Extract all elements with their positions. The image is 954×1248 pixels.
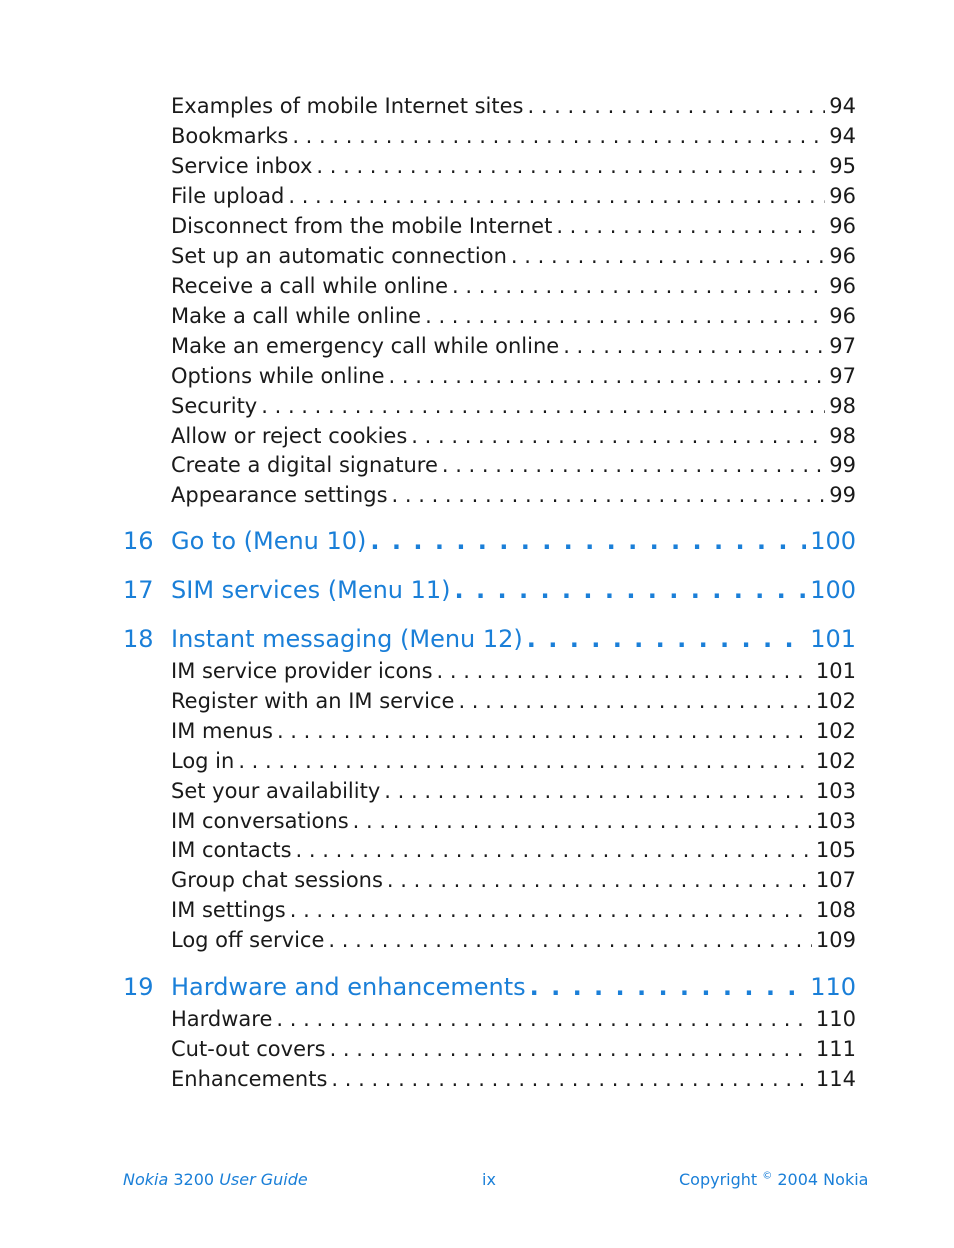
toc-entry[interactable] <box>171 925 856 955</box>
dot-leader <box>455 573 807 607</box>
toc-entry[interactable] <box>171 1064 856 1094</box>
toc-entry-label: Set up an automatic connection <box>171 244 507 268</box>
dot-leader <box>389 361 826 391</box>
toc-entry-label: Service inbox <box>171 154 313 178</box>
toc-entry[interactable] <box>171 835 856 865</box>
dot-leader <box>370 524 806 558</box>
dot-leader <box>387 865 812 895</box>
toc-entry-label: IM conversations <box>171 809 349 833</box>
chapter-page: 100 <box>810 576 856 604</box>
toc-entry-page: 103 <box>815 809 856 833</box>
toc-entry[interactable] <box>171 331 856 361</box>
toc-entry-page: 109 <box>815 928 856 952</box>
toc-entry-label: Hardware <box>171 1007 273 1031</box>
toc-entry-page: 102 <box>815 719 856 743</box>
toc-entry-page: 98 <box>829 394 856 418</box>
toc-entry[interactable] <box>171 1034 856 1064</box>
dot-leader <box>296 835 812 865</box>
toc-chapter-17[interactable] <box>123 573 856 607</box>
toc-entry-page: 114 <box>815 1067 856 1091</box>
toc-entry-page: 103 <box>815 779 856 803</box>
toc-entry[interactable] <box>171 865 856 895</box>
toc-entry-page: 99 <box>829 483 856 507</box>
toc-entry[interactable] <box>171 656 856 686</box>
dot-leader <box>277 716 812 746</box>
toc-entry-label: File upload <box>171 184 285 208</box>
toc-entry-page: 95 <box>829 154 856 178</box>
toc-entry[interactable] <box>171 686 856 716</box>
dot-leader <box>527 622 806 656</box>
toc-entry-label: IM menus <box>171 719 273 743</box>
chapter-title: Instant messaging (Menu 12) <box>171 625 523 653</box>
toc-entry-label: Allow or reject cookies <box>171 424 408 448</box>
footer-model: 3200 <box>173 1170 215 1189</box>
chapter-number: 19 <box>123 973 154 1001</box>
dot-leader <box>238 746 812 776</box>
toc-entry-label: Log off service <box>171 928 325 952</box>
toc-chapter-19[interactable] <box>123 970 856 1004</box>
toc-entry-page: 108 <box>815 898 856 922</box>
chapter-number: 16 <box>123 527 154 555</box>
toc-entry-label: Log in <box>171 749 235 773</box>
dot-leader <box>261 391 825 421</box>
toc-entry-page: 105 <box>815 838 856 862</box>
dot-leader <box>331 1064 812 1094</box>
dot-leader <box>288 181 825 211</box>
toc-entry-label: Security <box>171 394 258 418</box>
copyright-year-company: 2004 Nokia <box>777 1170 869 1189</box>
toc-entry-label: Bookmarks <box>171 124 289 148</box>
chapter-number: 17 <box>123 576 154 604</box>
dot-leader <box>511 241 825 271</box>
chapter-title: Go to (Menu 10) <box>171 527 367 555</box>
toc-entry-label: Cut-out covers <box>171 1037 326 1061</box>
toc-entry-page: 111 <box>815 1037 856 1061</box>
toc-entry-label: Appearance settings <box>171 483 388 507</box>
chapter-title: SIM services (Menu 11) <box>171 576 451 604</box>
toc-entry[interactable] <box>171 301 856 331</box>
toc-entry[interactable] <box>171 895 856 925</box>
chapter-page: 100 <box>810 527 856 555</box>
footer-brand: Nokia <box>123 1170 169 1189</box>
toc-entry[interactable] <box>171 746 856 776</box>
chapter-page: 110 <box>810 973 856 1001</box>
dot-leader <box>276 1004 812 1034</box>
toc-entry[interactable] <box>171 450 856 480</box>
toc-entry-page: 94 <box>829 124 856 148</box>
toc-entry-page: 97 <box>829 364 856 388</box>
toc-entry-page: 94 <box>829 94 856 118</box>
toc-entry-page: 96 <box>829 304 856 328</box>
toc-entry-label: Create a digital signature <box>171 453 438 477</box>
chapter-title: Hardware and enhancements <box>171 973 526 1001</box>
dot-leader <box>556 211 825 241</box>
footer-guide: User Guide <box>219 1170 308 1189</box>
toc-entry[interactable] <box>171 776 856 806</box>
toc-chapter-16[interactable] <box>123 524 856 558</box>
copyright-label: Copyright <box>679 1170 758 1189</box>
toc-entry-label: IM service provider icons <box>171 659 433 683</box>
toc-entry-label: Group chat sessions <box>171 868 383 892</box>
dot-leader <box>353 806 812 836</box>
dot-leader <box>392 480 826 510</box>
toc-entry[interactable] <box>171 1004 856 1034</box>
toc-entry[interactable] <box>171 716 856 746</box>
toc-entry-label: Make a call while online <box>171 304 422 328</box>
toc-entry-label: Register with an IM service <box>171 689 455 713</box>
toc-entry[interactable] <box>171 91 856 121</box>
toc-entry[interactable] <box>171 361 856 391</box>
footer-page-number: ix <box>482 1170 496 1189</box>
chapter-page: 101 <box>810 625 856 653</box>
footer-product <box>123 1170 308 1189</box>
toc-entry[interactable] <box>171 271 856 301</box>
dot-leader <box>384 776 812 806</box>
toc-entry-label: IM contacts <box>171 838 292 862</box>
toc-entry[interactable] <box>171 421 856 451</box>
dot-leader <box>458 686 811 716</box>
toc-entry-page: 110 <box>815 1007 856 1031</box>
toc-entry[interactable] <box>171 211 856 241</box>
copyright-symbol: © <box>762 1170 773 1182</box>
toc-entry[interactable] <box>171 181 856 211</box>
dot-leader <box>425 301 825 331</box>
toc-entry-page: 102 <box>815 689 856 713</box>
toc-entry-page: 96 <box>829 274 856 298</box>
toc-entry-label: Options while online <box>171 364 385 388</box>
toc-entry-label: Set your availability <box>171 779 381 803</box>
toc-entry-page: 107 <box>815 868 856 892</box>
dot-leader <box>527 91 825 121</box>
toc-entry-page: 99 <box>829 453 856 477</box>
dot-leader <box>411 421 825 451</box>
toc-entry-page: 102 <box>815 749 856 773</box>
toc-entry-page: 98 <box>829 424 856 448</box>
dot-leader <box>330 1034 812 1064</box>
toc-entry[interactable] <box>171 121 856 151</box>
toc-entry[interactable] <box>171 480 856 510</box>
dot-leader <box>328 925 812 955</box>
dot-leader <box>563 331 825 361</box>
toc-entry-label: Enhancements <box>171 1067 328 1091</box>
toc-entry-page: 97 <box>829 334 856 358</box>
dot-leader <box>530 970 807 1004</box>
toc-entry-page: 96 <box>829 244 856 268</box>
toc-entry-label: Examples of mobile Internet sites <box>171 94 524 118</box>
toc-entry-page: 96 <box>829 214 856 238</box>
toc-entry[interactable] <box>171 391 856 421</box>
toc-entry[interactable] <box>171 806 856 836</box>
chapter-number: 18 <box>123 625 154 653</box>
toc-entry-label: IM settings <box>171 898 286 922</box>
dot-leader <box>442 450 825 480</box>
dot-leader <box>292 121 825 151</box>
toc-entry-label: Receive a call while online <box>171 274 448 298</box>
toc-entry[interactable] <box>171 241 856 271</box>
footer-copyright <box>679 1170 868 1189</box>
dot-leader <box>452 271 825 301</box>
toc-chapter-18[interactable] <box>123 622 856 656</box>
dot-leader <box>437 656 812 686</box>
toc-entry-page: 96 <box>829 184 856 208</box>
dot-leader <box>316 151 825 181</box>
toc-entry-label: Disconnect from the mobile Internet <box>171 214 553 238</box>
toc-entry[interactable] <box>171 151 856 181</box>
toc-entry-page: 101 <box>815 659 856 683</box>
toc-entry-label: Make an emergency call while online <box>171 334 560 358</box>
dot-leader <box>290 895 812 925</box>
